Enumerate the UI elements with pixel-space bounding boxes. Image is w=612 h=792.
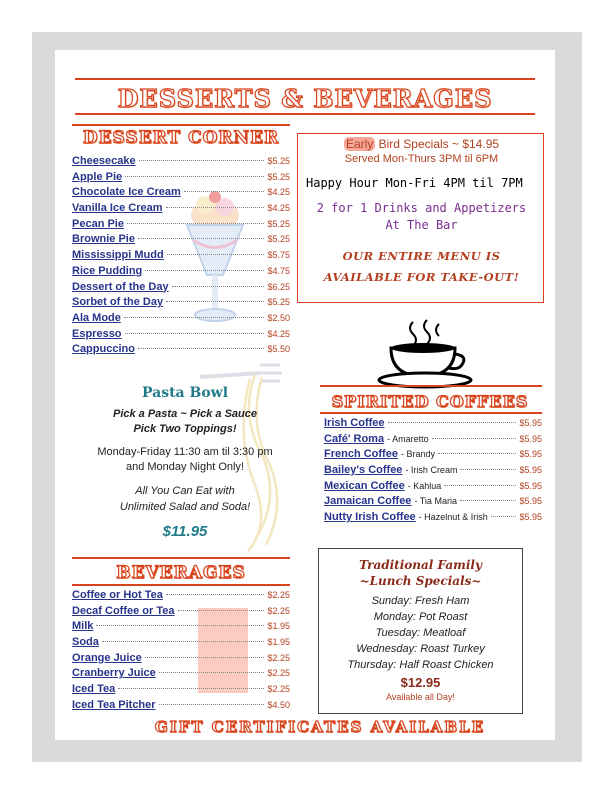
item-name[interactable]: Chocolate Ice Cream xyxy=(72,186,181,199)
menu-item xyxy=(72,328,290,344)
menu-item xyxy=(324,433,542,449)
item-price: $5.25 xyxy=(267,234,290,245)
beverages-rule-top xyxy=(72,557,290,559)
leader-dots xyxy=(166,594,265,595)
menu-item xyxy=(72,605,290,621)
leader-dots xyxy=(124,317,265,318)
early-bird-hours: Served Mon-Thurs 3PM til 6PM xyxy=(344,153,499,165)
leader-dots xyxy=(159,672,265,673)
item-name[interactable]: Iced Tea Pitcher xyxy=(72,698,156,711)
leader-dots xyxy=(438,453,516,454)
item-note: - Amaretto xyxy=(387,433,429,444)
leader-dots xyxy=(145,657,265,658)
item-name[interactable]: Rice Pudding xyxy=(72,264,143,277)
border-scallop-top xyxy=(32,28,582,36)
item-name[interactable]: Mexican Coffee xyxy=(324,479,405,492)
leader-dots xyxy=(127,223,264,224)
leader-dots xyxy=(138,348,265,349)
two-for-one xyxy=(298,200,545,234)
item-price: $2.25 xyxy=(267,652,290,663)
menu-item xyxy=(72,589,290,605)
page-title: DESSERTS & BEVERAGES xyxy=(117,84,493,113)
menu-item xyxy=(72,186,290,202)
title-rule-top xyxy=(75,78,535,80)
leader-dots xyxy=(432,438,517,439)
dessert-rule xyxy=(72,124,290,126)
item-price: $4.75 xyxy=(267,265,290,276)
item-price: $5.95 xyxy=(519,433,542,444)
item-name[interactable]: Nutty Irish Coffee xyxy=(324,511,416,524)
spirited-heading: SPIRITED COFFEES xyxy=(331,392,529,411)
pasta-price: $11.95 xyxy=(162,523,208,540)
item-name[interactable]: Orange Juice xyxy=(72,651,142,664)
item-price: $5.95 xyxy=(519,418,542,428)
leader-dots xyxy=(145,270,264,271)
lunch-item: Sunday: Fresh Ham xyxy=(371,595,470,607)
menu-item xyxy=(72,683,290,699)
spirited-rule-bottom xyxy=(320,412,542,414)
menu-item xyxy=(72,699,290,715)
leader-dots xyxy=(460,500,517,501)
item-price: $5.95 xyxy=(519,512,542,523)
lunch-title-line1: Traditional Family xyxy=(359,558,482,572)
item-price: $5.50 xyxy=(267,344,290,355)
menu-item xyxy=(72,312,290,328)
lunch-item: Monday: Pot Roast xyxy=(373,611,468,623)
early-bird-line xyxy=(298,137,545,151)
menu-item xyxy=(72,202,290,218)
spirited-list xyxy=(324,417,542,527)
item-price: $5.75 xyxy=(267,250,290,261)
two-for-one-line2: At The Bar xyxy=(385,218,458,232)
item-price: $2.25 xyxy=(267,605,290,616)
takeout-notice xyxy=(298,246,545,288)
leader-dots xyxy=(96,625,264,626)
leader-dots xyxy=(460,469,516,470)
item-name[interactable]: Dessert of the Day xyxy=(72,280,169,293)
item-price: $2.25 xyxy=(267,668,290,679)
item-note: - Hazelnut & Irish xyxy=(418,512,488,523)
item-name[interactable]: Espresso xyxy=(72,327,122,340)
item-name[interactable]: French Coffee xyxy=(324,448,398,461)
takeout-line1: OUR ENTIRE MENU IS xyxy=(342,249,501,263)
leader-dots xyxy=(178,610,265,611)
item-price: $4.25 xyxy=(267,187,290,198)
menu-item xyxy=(72,171,290,187)
pasta-bowl-section xyxy=(75,385,295,540)
specials-box xyxy=(297,133,544,303)
pasta-line1: Pick a Pasta ~ Pick a Sauce xyxy=(112,408,257,420)
item-price: $5.25 xyxy=(267,171,290,182)
menu-item xyxy=(72,652,290,668)
beverages-heading: BEVERAGES xyxy=(116,563,246,583)
item-note: - Brandy xyxy=(400,449,435,460)
menu-item xyxy=(72,667,290,683)
item-name[interactable]: Milk xyxy=(72,620,94,633)
item-price: $5.25 xyxy=(267,218,290,229)
item-price: $4.50 xyxy=(267,699,290,710)
menu-item xyxy=(72,233,290,249)
menu-item xyxy=(324,495,542,511)
pasta-description xyxy=(75,407,295,437)
item-price: $1.95 xyxy=(267,637,290,648)
pasta-all-you-can-eat xyxy=(75,483,295,515)
item-name[interactable]: Café' Roma xyxy=(324,432,385,445)
pasta-line2: Pick Two Toppings! xyxy=(133,423,237,435)
item-price: $4.25 xyxy=(267,328,290,339)
menu-item xyxy=(72,155,290,171)
pasta-aye1: All You Can Eat with xyxy=(135,485,235,497)
item-name[interactable]: Cranberry Juice xyxy=(72,667,156,680)
leader-dots xyxy=(125,333,265,334)
item-price: $6.25 xyxy=(267,281,290,292)
menu-item xyxy=(324,464,542,480)
item-name[interactable]: Pecan Pie xyxy=(72,217,124,230)
leader-dots xyxy=(102,641,265,642)
item-name[interactable]: Vanilla Ice Cream xyxy=(72,202,163,215)
beverages-rule-bottom xyxy=(72,584,290,586)
border-scallop-left xyxy=(28,32,36,762)
lunch-item: Thursday: Half Roast Chicken xyxy=(347,659,494,671)
pasta-bowl-title: Pasta Bowl xyxy=(141,385,229,401)
menu-item xyxy=(72,620,290,636)
item-name[interactable]: Mississippi Mudd xyxy=(72,249,164,262)
early-highlight: Early xyxy=(345,137,374,151)
dessert-list xyxy=(72,155,290,359)
border-scallop-bottom xyxy=(32,758,582,766)
leader-dots xyxy=(172,286,265,287)
menu-item xyxy=(72,636,290,652)
pasta-time1: Monday-Friday 11:30 am til 3:30 pm xyxy=(97,446,273,458)
leader-dots xyxy=(388,422,517,423)
lunch-price: $12.95 xyxy=(400,675,441,690)
item-name[interactable]: Sorbet of the Day xyxy=(72,296,164,309)
happy-hour: Happy Hour Mon-Fri 4PM til 7PM xyxy=(306,176,523,190)
item-price: $5.95 xyxy=(519,449,542,460)
item-name[interactable]: Iced Tea xyxy=(72,683,116,696)
leader-dots xyxy=(139,160,265,161)
item-name[interactable]: Coffee or Hot Tea xyxy=(72,589,163,601)
item-name[interactable]: Cheesecake xyxy=(72,155,136,167)
lunch-specials-box xyxy=(318,548,523,714)
lunch-items xyxy=(319,593,522,673)
lunch-item: Tuesday: Meatloaf xyxy=(375,627,466,639)
beverages-list xyxy=(72,589,290,715)
leader-dots xyxy=(118,688,264,689)
two-for-one-line1: 2 for 1 Drinks and Appetizers xyxy=(316,201,527,215)
menu-item xyxy=(324,448,542,464)
item-note: - Kahlua xyxy=(407,480,442,491)
leader-dots xyxy=(184,191,265,192)
border-scallop-right xyxy=(578,32,586,762)
item-price: $5.25 xyxy=(267,156,290,166)
spirited-rule-top xyxy=(320,385,542,387)
item-name[interactable]: Ala Mode xyxy=(72,311,121,324)
item-name[interactable]: Jamaican Coffee xyxy=(324,495,412,508)
menu-item xyxy=(72,281,290,297)
lunch-item: Wednesday: Roast Turkey xyxy=(356,643,485,655)
leader-dots xyxy=(167,254,265,255)
lunch-note: Available all Day! xyxy=(386,692,455,702)
lunch-title-line2: ~Lunch Specials~ xyxy=(359,574,482,588)
item-name[interactable]: Brownie Pie xyxy=(72,233,135,246)
item-price: $1.95 xyxy=(267,621,290,632)
item-price: $2.25 xyxy=(267,684,290,695)
title-rule-bottom xyxy=(75,113,535,115)
item-price: $4.25 xyxy=(267,203,290,214)
menu-item xyxy=(324,480,542,496)
coffee-cup-icon xyxy=(375,318,475,390)
early-bird-text: Bird Specials ~ $14.95 xyxy=(375,137,500,151)
menu-item xyxy=(72,296,290,312)
leader-dots xyxy=(138,238,265,239)
leader-dots xyxy=(166,207,265,208)
gift-certificates-banner: GIFT CERTIFICATES AVAILABLE xyxy=(154,718,486,736)
item-price: $2.50 xyxy=(267,312,290,323)
lunch-title xyxy=(319,557,522,589)
item-name[interactable]: Soda xyxy=(72,636,99,649)
leader-dots xyxy=(491,516,517,517)
item-price: $5.25 xyxy=(267,297,290,308)
menu-item xyxy=(324,417,542,433)
item-name[interactable]: Cappuccino xyxy=(72,343,135,356)
pasta-time2: and Monday Night Only! xyxy=(125,461,244,473)
item-price: $5.95 xyxy=(519,480,542,491)
item-name[interactable]: Irish Coffee xyxy=(324,417,385,429)
leader-dots xyxy=(444,485,516,486)
menu-item xyxy=(72,249,290,265)
item-name[interactable]: Bailey's Coffee xyxy=(324,464,403,477)
item-price: $5.95 xyxy=(519,496,542,507)
takeout-line2: AVAILABLE FOR TAKE-OUT! xyxy=(323,270,520,284)
pasta-hours xyxy=(75,445,295,475)
leader-dots xyxy=(125,176,264,177)
item-note: - Irish Cream xyxy=(405,465,458,476)
menu-item xyxy=(72,265,290,281)
pasta-aye2: Unlimited Salad and Soda! xyxy=(119,501,251,513)
dessert-heading: DESSERT CORNER xyxy=(82,128,280,148)
leader-dots xyxy=(166,301,264,302)
item-name[interactable]: Apple Pie xyxy=(72,170,123,183)
menu-item xyxy=(324,511,542,527)
menu-item xyxy=(72,218,290,234)
item-price: $5.95 xyxy=(519,465,542,476)
item-name[interactable]: Decaf Coffee or Tea xyxy=(72,604,175,617)
leader-dots xyxy=(159,704,265,705)
item-price: $2.25 xyxy=(267,590,290,600)
item-note: - Tia Maria xyxy=(414,496,457,507)
